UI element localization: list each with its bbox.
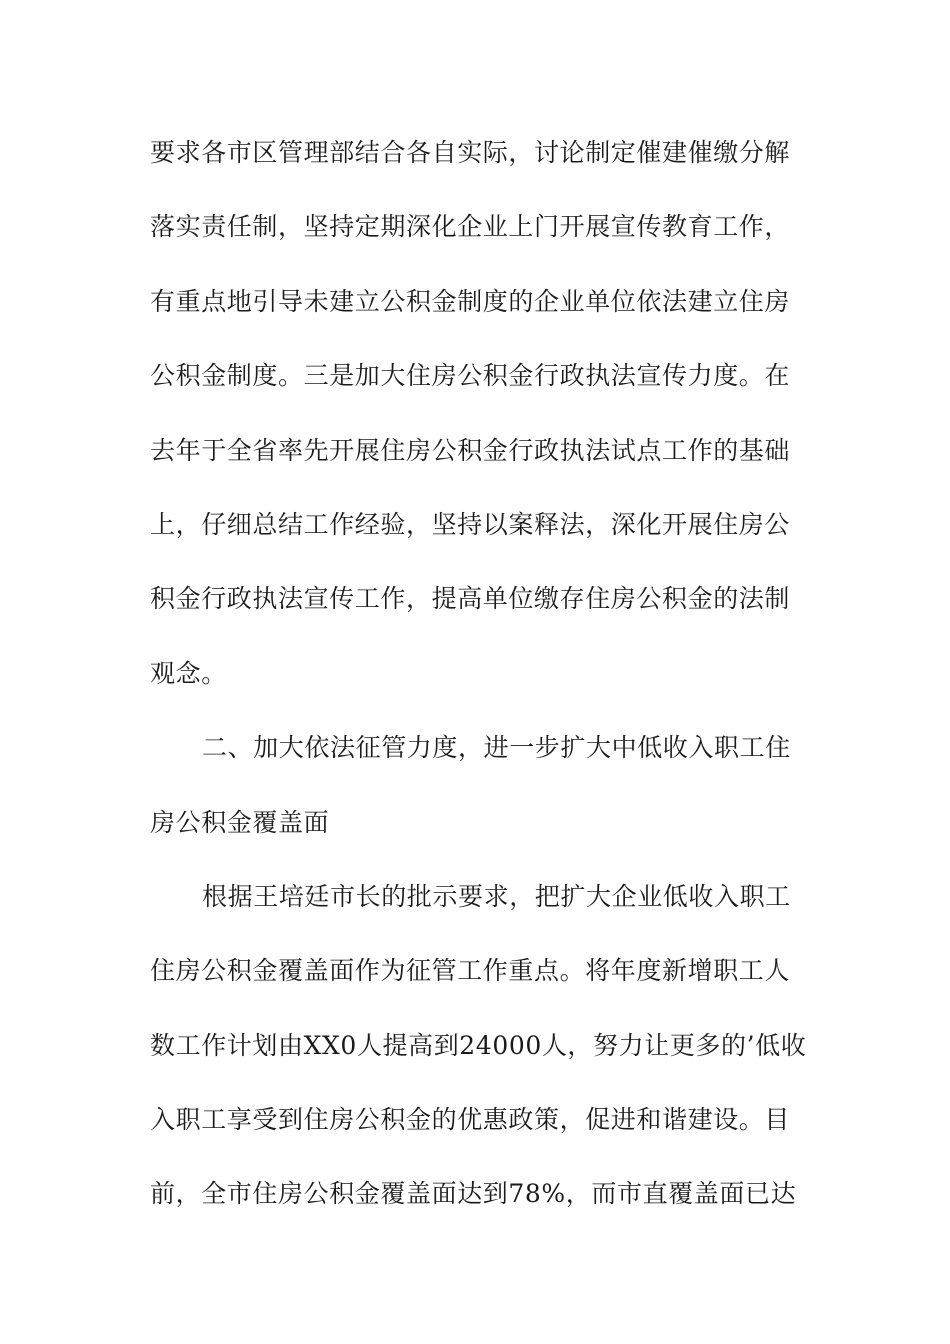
text-line-12: 住房公积金覆盖面作为征管工作重点。将年度新增职工人 — [150, 956, 791, 986]
section-heading-line-2: 房公积金覆盖面 — [150, 807, 330, 837]
text-line-14: 入职工享受到住房公积金的优惠政策，促进和谐建设。目 — [150, 1105, 791, 1135]
text-line-15: 前，全市住房公积金覆盖面达到78%，而市直覆盖面已达 — [150, 1179, 797, 1209]
body-text — [150, 127, 810, 1243]
text-line-8: 观念。 — [150, 658, 227, 688]
text-line-3: 有重点地引导未建立公积金制度的企业单位依法建立住房 — [150, 286, 791, 316]
text-line-11: 根据王培廷市长的批示要求，把扩大企业低收入职工 — [202, 881, 791, 911]
text-line-6: 上，仔细总结工作经验，坚持以案释法，深化开展住房公 — [150, 509, 791, 539]
text-line-7: 积金行政执法宣传工作，提高单位缴存住房公积金的法制 — [150, 584, 791, 614]
text-line-13: 数工作计划由XX0人提高到24000人，努力让更多的’低收 — [150, 1030, 807, 1060]
text-line-2: 落实责任制，坚持定期深化企业上门开展宣传教育工作， — [150, 212, 791, 242]
text-line-5: 去年于全省率先开展住房公积金行政执法试点工作的基础 — [150, 435, 791, 465]
text-line-1: 要求各市区管理部结合各自实际，讨论制定催建催缴分解 — [150, 138, 791, 167]
section-heading-line-1: 二、加大依法征管力度，进一步扩大中低收入职工住 — [202, 733, 791, 763]
text-line-4: 公积金制度。三是加大住房公积金行政执法宣传力度。在 — [150, 361, 791, 391]
